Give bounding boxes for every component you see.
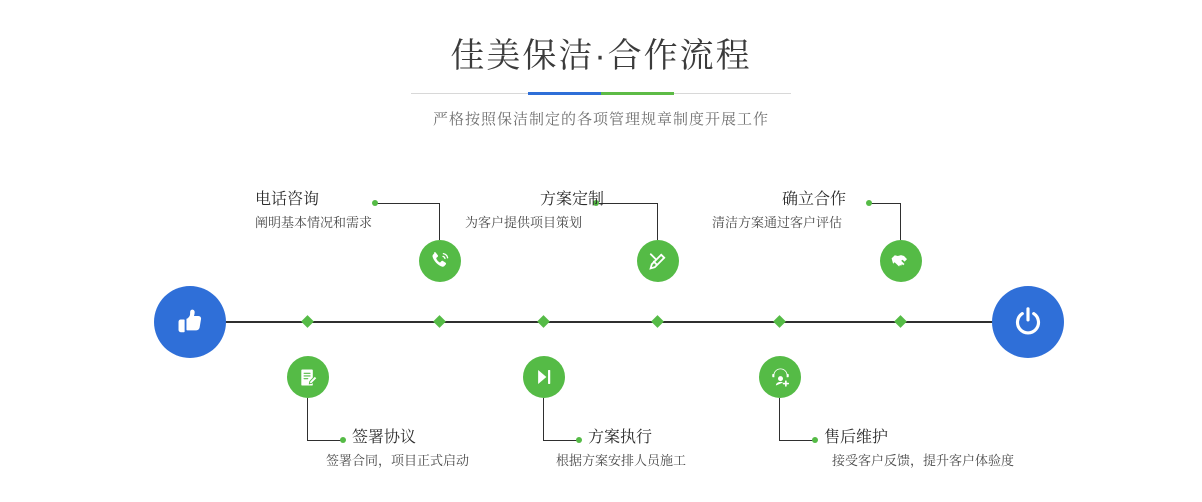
step-desc-3: 为客户提供项目策划 xyxy=(465,215,583,230)
start-endpoint xyxy=(154,286,226,358)
step-connector-vertical-2 xyxy=(307,398,308,440)
step-connector-vertical-5 xyxy=(900,203,901,240)
end-endpoint xyxy=(992,286,1064,358)
page-subtitle: 严格按照保洁制定的各项管理规章制度开展工作 xyxy=(432,111,769,128)
step-connector-vertical-3 xyxy=(657,203,658,240)
document-edit-icon xyxy=(297,366,320,389)
step-connector-horizontal-5 xyxy=(869,203,901,204)
play-forward-icon xyxy=(533,366,555,388)
step-connector-horizontal-2 xyxy=(307,440,342,441)
step-title-4: 方案执行 xyxy=(588,429,653,446)
step-title-2: 签署协议 xyxy=(352,429,417,446)
page-title: 佳美保洁·合作流程 xyxy=(450,37,752,75)
step-axis-marker-6 xyxy=(773,315,786,328)
step-node-2 xyxy=(287,356,329,398)
step-node-6 xyxy=(759,356,801,398)
step-axis-marker-5 xyxy=(894,315,907,328)
step-connector-vertical-4 xyxy=(543,398,544,440)
step-axis-marker-4 xyxy=(537,315,550,328)
step-label-dot-6 xyxy=(812,437,818,443)
step-axis-marker-2 xyxy=(301,315,314,328)
step-title-3: 方案定制 xyxy=(540,191,605,208)
step-desc-5: 清洁方案通过客户评估 xyxy=(712,215,843,230)
power-icon xyxy=(1010,304,1046,340)
step-node-5 xyxy=(880,240,922,282)
phone-call-icon xyxy=(428,249,452,273)
thumbs-up-icon xyxy=(173,305,207,339)
step-label-dot-5 xyxy=(866,200,872,206)
step-title-6: 售后维护 xyxy=(824,429,889,446)
step-axis-marker-3 xyxy=(651,315,664,328)
step-label-3 xyxy=(465,189,605,233)
step-label-5 xyxy=(712,189,862,233)
customer-support-add-icon xyxy=(769,366,792,389)
handshake-icon xyxy=(889,249,913,273)
step-node-4 xyxy=(523,356,565,398)
step-desc-6: 接受客户反馈，提升客户体验度 xyxy=(832,453,1015,468)
step-node-1 xyxy=(419,240,461,282)
step-connector-horizontal-4 xyxy=(543,440,578,441)
step-desc-1: 阐明基本情况和需求 xyxy=(255,215,373,230)
step-connector-horizontal-3 xyxy=(596,203,658,204)
pencil-ruler-icon xyxy=(646,249,670,273)
step-title-5: 确立合作 xyxy=(782,191,847,208)
step-desc-4: 根据方案安排人员施工 xyxy=(556,453,687,468)
step-label-4 xyxy=(556,427,788,471)
step-node-3 xyxy=(637,240,679,282)
step-title-1: 电话咨询 xyxy=(255,191,320,208)
step-label-dot-4 xyxy=(576,437,582,443)
step-label-dot-2 xyxy=(340,437,346,443)
step-desc-2: 签署合同，项目正式启动 xyxy=(326,453,470,468)
step-connector-vertical-1 xyxy=(439,203,440,240)
step-connector-vertical-6 xyxy=(779,398,780,440)
step-axis-marker-1 xyxy=(433,315,446,328)
step-label-1 xyxy=(255,189,395,233)
step-label-2 xyxy=(326,427,562,471)
step-label-6 xyxy=(824,427,1084,471)
step-connector-horizontal-6 xyxy=(779,440,814,441)
